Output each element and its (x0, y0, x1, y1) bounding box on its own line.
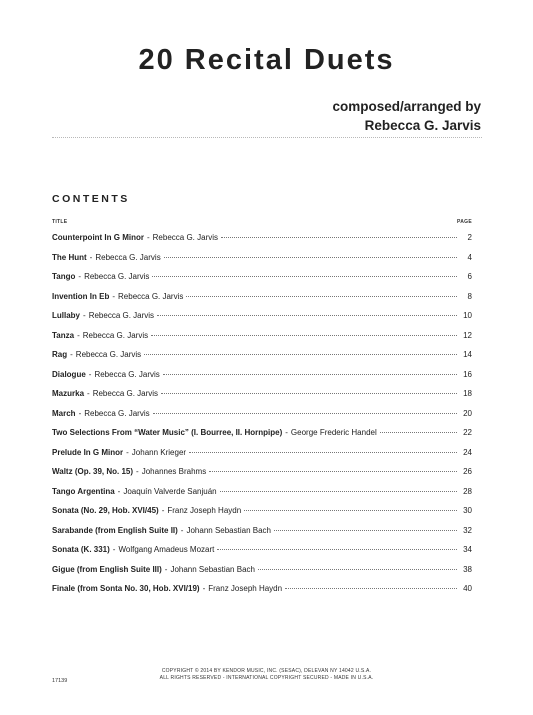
toc-entry (52, 487, 472, 507)
toc-entry-composer: Rebecca G. Jarvis (84, 272, 150, 281)
toc-entry-separator: - (126, 447, 129, 457)
toc-dot-leader (161, 392, 457, 394)
toc-entry (52, 331, 472, 351)
toc-entry (52, 350, 472, 370)
toc-dot-leader (209, 470, 457, 472)
toc-entry-composer: George Frederic Handel (290, 428, 377, 437)
toc-entry-page: 38 (463, 564, 472, 574)
toc-entry-composer: Franz Joseph Haydn (167, 506, 242, 515)
toc-entry-page: 12 (463, 330, 472, 340)
toc-entry-page: 8 (467, 291, 472, 301)
toc-entry-composer: Rebecca G. Jarvis (88, 311, 155, 320)
toc-entry-separator: - (70, 350, 73, 359)
toc-entry-page: 24 (463, 447, 472, 457)
toc-entry-composer: Rebecca G. Jarvis (84, 408, 150, 418)
toc-dot-leader (151, 334, 457, 336)
toc-entry-title: Tango (52, 272, 76, 281)
toc-entry-title: Two Selections From “Water Music” (I. Bourree, II. Hornpipe) (52, 428, 283, 437)
toc-entry-title: Finale (from Sonta No. 30, Hob. XVI/19) (52, 584, 200, 593)
catalog-number: 17139 (52, 678, 68, 684)
toc-dot-leader (258, 568, 457, 570)
byline-author: Rebecca G. Jarvis (364, 118, 481, 133)
toc-entry-page: 2 (467, 233, 472, 242)
toc-entry-separator: - (78, 408, 82, 418)
toc-entry-separator: - (88, 369, 92, 379)
toc-entry-separator: - (83, 311, 86, 320)
toc-entry-page: 14 (463, 350, 472, 359)
toc-dot-leader (285, 587, 457, 589)
header-divider (52, 137, 482, 138)
toc-dot-leader (217, 548, 457, 550)
toc-entry-separator: - (202, 584, 206, 593)
toc-entry-composer: Rebecca G. Jarvis (118, 291, 184, 301)
toc-entry-page: 22 (463, 428, 472, 437)
toc-entry-separator: - (136, 467, 139, 476)
toc-entry (52, 448, 472, 468)
toc-entry (52, 428, 472, 448)
toc-entry-composer: Rebecca G. Jarvis (92, 389, 159, 398)
toc-entry-title: Lullaby (52, 311, 81, 320)
toc-entry-page: 20 (463, 408, 472, 418)
toc-entry (52, 467, 472, 487)
toc-entry (52, 311, 472, 331)
toc-entry-separator: - (285, 428, 288, 437)
toc-entry-title: March (52, 408, 76, 418)
toc-dot-leader (274, 529, 457, 531)
contents-heading: CONTENTS (52, 193, 130, 205)
toc-entry (52, 526, 472, 546)
toc-entry-page: 26 (463, 467, 472, 476)
toc-entry-separator: - (164, 564, 168, 574)
rights-line: ALL RIGHTS RESERVED - INTERNATIONAL COPYRIGHT SECURED - MADE IN U.S.A. (159, 675, 374, 681)
toc-entry-composer: Rebecca G. Jarvis (75, 350, 142, 359)
toc-entry-separator: - (117, 486, 121, 496)
table-of-contents (52, 233, 472, 604)
toc-entry (52, 233, 472, 253)
toc-entry-title: The Hunt (52, 252, 87, 262)
toc-entry-separator: - (87, 389, 90, 398)
toc-entry-composer: Rebecca G. Jarvis (82, 330, 149, 340)
toc-entry-composer: Joaquín Valverde Sanjuán (123, 486, 217, 496)
toc-dot-leader (157, 314, 457, 316)
toc-entry-page: 6 (467, 272, 472, 281)
toc-dot-leader (163, 373, 457, 375)
toc-entry-page: 30 (463, 506, 472, 515)
toc-entry-title: Gigue (from English Suite III) (52, 564, 162, 574)
title-column-header: TITLE (52, 219, 68, 225)
toc-entry (52, 409, 472, 429)
toc-entry-title: Waltz (Op. 39, No. 15) (52, 467, 134, 476)
toc-dot-leader (153, 412, 457, 414)
toc-entry-separator: - (89, 252, 93, 262)
toc-entry-composer: Johann Sebastian Bach (170, 564, 255, 574)
toc-entry-title: Sonata (No. 29, Hob. XVI/45) (52, 506, 159, 515)
toc-dot-leader (380, 431, 457, 433)
toc-entry-title: Tanza (52, 330, 75, 340)
toc-dot-leader (186, 295, 457, 297)
book-title: 20 Recital Duets (138, 44, 395, 76)
toc-entry-composer: Franz Joseph Haydn (208, 584, 283, 593)
toc-entry (52, 272, 472, 292)
toc-entry (52, 565, 472, 585)
toc-entry-page: 16 (463, 369, 472, 379)
toc-entry-separator: - (146, 233, 150, 242)
toc-entry (52, 292, 472, 312)
toc-entry (52, 370, 472, 390)
toc-entry-title: Dialogue (52, 369, 86, 379)
toc-entry-composer: Rebecca G. Jarvis (95, 252, 161, 262)
toc-entry-separator: - (112, 291, 116, 301)
copyright-notice (0, 668, 533, 682)
toc-entry-title: Rag (52, 350, 68, 359)
toc-entry-separator: - (77, 330, 80, 340)
toc-entry-separator: - (161, 506, 165, 515)
toc-dot-leader (152, 275, 457, 277)
toc-entry-page: 34 (463, 545, 472, 554)
byline-credit-label: composed/arranged by (332, 99, 481, 114)
toc-dot-leader (220, 490, 457, 492)
toc-dot-leader (244, 509, 457, 511)
toc-entry (52, 389, 472, 409)
toc-entry-title: Tango Argentina (52, 486, 115, 496)
toc-entry-page: 10 (463, 311, 472, 320)
copyright-line: COPYRIGHT © 2014 BY KENDOR MUSIC, INC. (SESAC), DELEVAN NY 14042 U.S.A. (161, 668, 372, 674)
toc-entry-title: Mazurka (52, 389, 85, 398)
toc-entry-composer: Rebecca G. Jarvis (152, 233, 219, 242)
toc-entry-composer: Johann Krieger (131, 447, 187, 457)
toc-entry (52, 253, 472, 273)
toc-entry (52, 584, 472, 604)
toc-entry-composer: Johann Sebastian Bach (186, 525, 271, 535)
toc-entry-title: Counterpoint In G Minor (52, 233, 144, 242)
toc-entry-title: Prelude In G Minor (52, 447, 124, 457)
toc-entry (52, 506, 472, 526)
toc-entry-separator: - (78, 272, 82, 281)
toc-dot-leader (221, 236, 457, 238)
page-column-header: PAGE (457, 219, 472, 225)
toc-entry-composer: Rebecca G. Jarvis (94, 369, 160, 379)
toc-entry-page: 32 (463, 525, 472, 535)
toc-entry-page: 4 (467, 252, 472, 262)
toc-dot-leader (164, 256, 457, 258)
toc-entry (52, 545, 472, 565)
toc-entry-separator: - (180, 525, 184, 535)
byline (332, 97, 481, 135)
toc-entry-composer: Johannes Brahms (141, 467, 207, 476)
toc-dot-leader (144, 353, 457, 355)
toc-entry-title: Sarabande (from English Suite II) (52, 525, 178, 535)
toc-entry-title: Sonata (K. 331) (52, 545, 110, 554)
toc-entry-page: 18 (463, 389, 472, 398)
toc-entry-composer: Wolfgang Amadeus Mozart (118, 545, 215, 554)
toc-entry-page: 40 (463, 584, 472, 593)
toc-entry-title: Invention In Eb (52, 291, 110, 301)
toc-entry-page: 28 (463, 486, 472, 496)
toc-entry-separator: - (112, 545, 116, 554)
toc-dot-leader (189, 451, 457, 453)
